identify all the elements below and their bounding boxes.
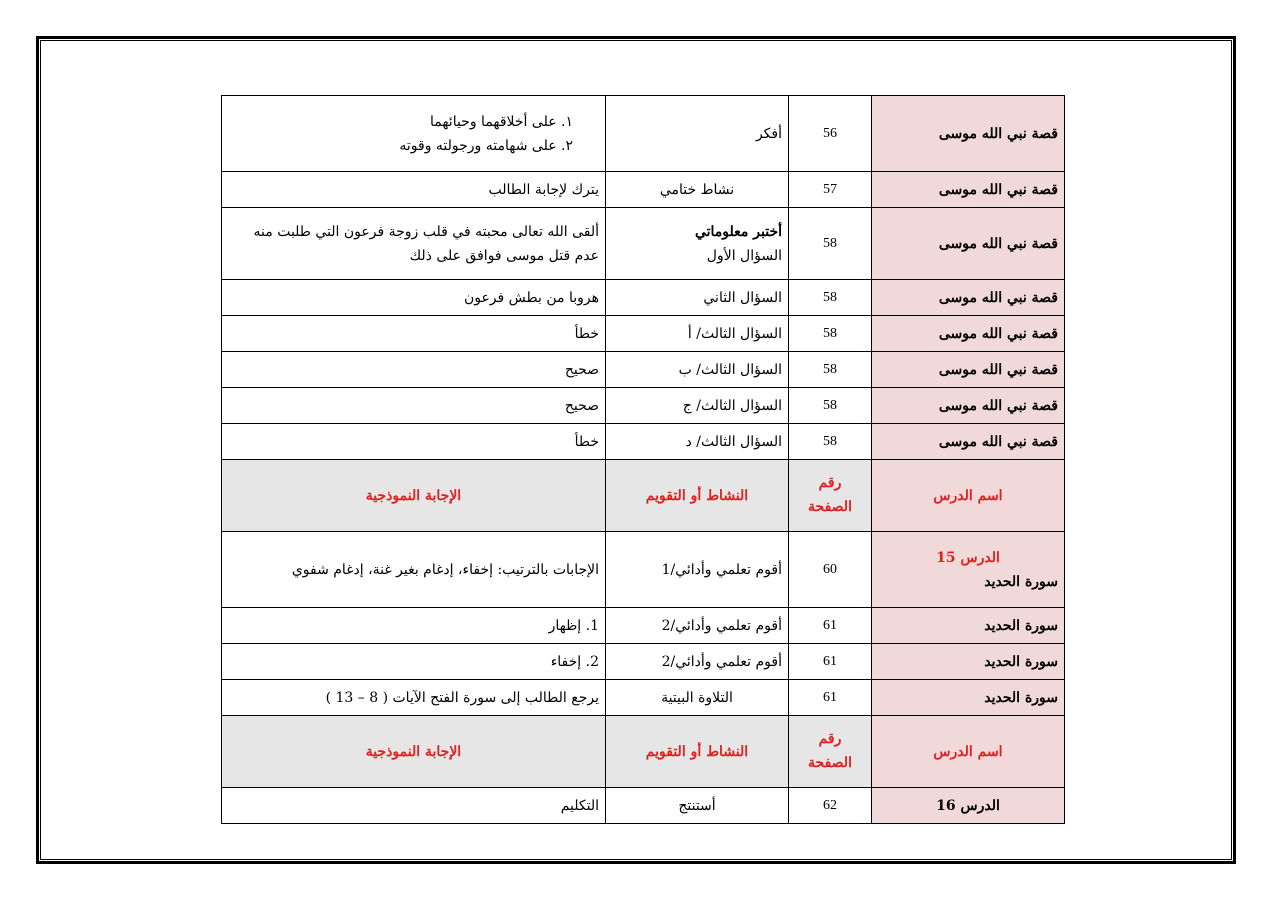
- activity-cell: السؤال الثالث/ د: [606, 424, 789, 460]
- page-cell: 58: [789, 208, 872, 280]
- activity-title: أختبر معلوماتي: [694, 223, 782, 240]
- page-cell: 58: [789, 316, 872, 352]
- header-model-answer: الإجابة النموذجية: [222, 716, 606, 788]
- answer-cell: هروبا من بطش فرعون: [222, 280, 606, 316]
- answer-cell: خطأ: [222, 316, 606, 352]
- answer-list-item: ١. على أخلاقهما وحيائهما: [429, 113, 573, 130]
- table-row: [222, 352, 1065, 388]
- header-model-answer: الإجابة النموذجية: [222, 460, 606, 532]
- answer-cell: التكليم: [222, 788, 606, 824]
- table-row: [222, 608, 1065, 644]
- lesson-cell: قصة نبي الله موسى: [872, 424, 1065, 460]
- header-lesson-name: اسم الدرس: [872, 716, 1065, 788]
- lesson-cell: قصة نبي الله موسى: [872, 316, 1065, 352]
- lesson-name: سورة الحديد: [984, 573, 1058, 590]
- page-cell: 60: [789, 532, 872, 608]
- answer-cell: صحيح: [222, 388, 606, 424]
- table-header-row: [222, 460, 1065, 532]
- activity-cell: أفكر: [606, 96, 789, 172]
- header-page-number: رقم الصفحة: [789, 460, 872, 532]
- answer-cell: ألقى الله تعالى محبته في قلب زوجة فرعون التي طلبت منه عدم قتل موسى فوافق على ذلك: [222, 208, 606, 280]
- lesson-cell: قصة نبي الله موسى: [872, 280, 1065, 316]
- lesson-cell: قصة نبي الله موسى: [872, 96, 1065, 172]
- lesson-cell: قصة نبي الله موسى: [872, 208, 1065, 280]
- activity-cell: التلاوة البيتية: [606, 680, 789, 716]
- page-cell: 58: [789, 352, 872, 388]
- answer-list: [228, 110, 599, 158]
- lesson-cell: قصة نبي الله موسى: [872, 352, 1065, 388]
- answers-table: [221, 95, 1065, 824]
- activity-cell: السؤال الثالث/ ج: [606, 388, 789, 424]
- answer-cell: [222, 96, 606, 172]
- lesson-cell: سورة الحديد: [872, 680, 1065, 716]
- table-row: [222, 532, 1065, 608]
- lesson-number: الدرس 15: [936, 549, 1000, 566]
- table-row: [222, 680, 1065, 716]
- header-activity: النشاط أو التقويم: [606, 716, 789, 788]
- page-cell: 57: [789, 172, 872, 208]
- answer-list-item: ٢. على شهامته ورجولته وقوته: [399, 137, 573, 154]
- lesson-number: الدرس 16: [872, 788, 1065, 824]
- table-header-row: [222, 716, 1065, 788]
- activity-cell: نشاط ختامي: [606, 172, 789, 208]
- answer-cell: يرجع الطالب إلى سورة الفتح الآيات ( 8 – 13 ): [222, 680, 606, 716]
- answer-cell: صحيح: [222, 352, 606, 388]
- answer-cell: 2. إخفاء: [222, 644, 606, 680]
- page-cell: 61: [789, 608, 872, 644]
- table-row: [222, 788, 1065, 824]
- activity-cell: أقوم تعلمي وأدائي/2: [606, 644, 789, 680]
- activity-cell: أستنتج: [606, 788, 789, 824]
- activity-cell: السؤال الثاني: [606, 280, 789, 316]
- answer-cell: خطأ: [222, 424, 606, 460]
- activity-subtitle: السؤال الأول: [706, 247, 782, 264]
- page-cell: 61: [789, 680, 872, 716]
- lesson-cell: سورة الحديد: [872, 608, 1065, 644]
- activity-cell: أقوم تعلمي وأدائي/1: [606, 532, 789, 608]
- activity-cell: [606, 208, 789, 280]
- page-cell: 61: [789, 644, 872, 680]
- page-cell: 58: [789, 280, 872, 316]
- page-cell: 56: [789, 96, 872, 172]
- lesson-cell: سورة الحديد: [872, 644, 1065, 680]
- table-row: [222, 424, 1065, 460]
- table-row: [222, 96, 1065, 172]
- page-cell: 62: [789, 788, 872, 824]
- page-cell: 58: [789, 424, 872, 460]
- lesson-cell: [872, 532, 1065, 608]
- activity-cell: السؤال الثالث/ ب: [606, 352, 789, 388]
- answer-cell: الإجابات بالترتيب: إخفاء، إدغام بغير غنة، إدغام شفوي: [222, 532, 606, 608]
- table-row: [222, 172, 1065, 208]
- header-page-number: رقم الصفحة: [789, 716, 872, 788]
- header-lesson-name: اسم الدرس: [872, 460, 1065, 532]
- page-cell: 58: [789, 388, 872, 424]
- table-row: [222, 280, 1065, 316]
- answer-cell: يترك لإجابة الطالب: [222, 172, 606, 208]
- activity-cell: السؤال الثالث/ أ: [606, 316, 789, 352]
- lesson-cell: قصة نبي الله موسى: [872, 388, 1065, 424]
- header-activity: النشاط أو التقويم: [606, 460, 789, 532]
- table-row: [222, 644, 1065, 680]
- table-row: [222, 208, 1065, 280]
- table-row: [222, 388, 1065, 424]
- activity-cell: أقوم تعلمي وأدائي/2: [606, 608, 789, 644]
- lesson-cell: قصة نبي الله موسى: [872, 172, 1065, 208]
- answer-cell: 1. إظهار: [222, 608, 606, 644]
- table-row: [222, 316, 1065, 352]
